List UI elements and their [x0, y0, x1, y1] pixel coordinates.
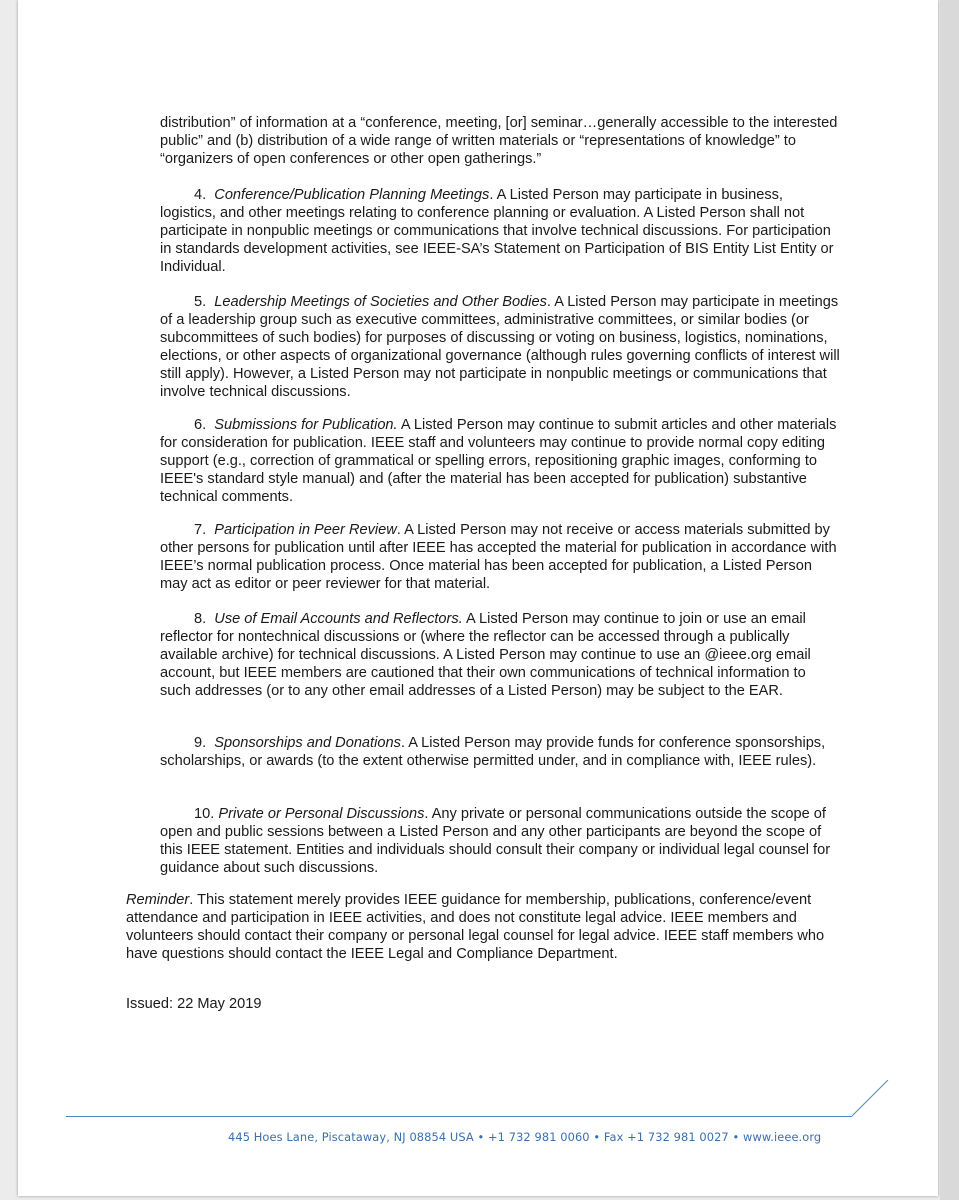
- paragraph-5: [160, 293, 840, 401]
- paragraph-distribution: [160, 114, 840, 168]
- paragraph-10: [160, 805, 840, 877]
- paragraph-text: . A Listed Person may participate in meetings of a leadership group such as executive committees, administrative committees, or similar bodies (or subcommittees of such bodies) for purposes of discussing or voting on business, logistics, nominations, elections, or other aspects of organizational governance (although rules governing conflicts of interest will still apply). However, a Listed Person may not participate in nonpublic meetings or communications that involve technical discussions.: [160, 294, 840, 400]
- paragraph-7: [160, 521, 840, 593]
- paragraph-number: 5.: [194, 294, 207, 310]
- paragraph-text: . Any private or personal communications outside the scope of open and public sessions between a Listed Person and any other participants are beyond the scope of this IEEE statement. Entities and individuals should consult their company or individual legal counsel for guidance about such discussions.: [160, 806, 831, 876]
- paragraph-text: A Listed Person may continue to join or use an email reflector for nontechnical discussions or (where the reflector can be accessed through a publically available archive) for technical discussions. A Listed Person may continue to use an @ieee.org email account, but IEEE members are cautioned that their own communications of technical information to such addresses (or to any other email addresses of a Listed Person) may be subject to the EAR.: [160, 611, 811, 699]
- document-page: [18, 0, 938, 1196]
- paragraph-title: Submissions for Publication.: [214, 417, 398, 433]
- paragraph-6: [160, 416, 840, 506]
- footer-accent-diagonal: [852, 1080, 892, 1120]
- paragraph-text: A Listed Person may continue to submit articles and other materials for consideration for publication. IEEE staff and volunteers may continue to provide normal copy editing support (e.g., correction of grammatical or spelling errors, repositioning graphic images, conforming to IEEE's standard style manual) and (after the material has been accepted for publication) substantive technical comments.: [160, 417, 837, 505]
- paragraph-8: [160, 610, 840, 700]
- reminder-title: Reminder: [126, 892, 190, 908]
- paragraph-9: [160, 734, 840, 770]
- paragraph-text: . A Listed Person may participate in business, logistics, and other meetings relating to conference planning or evaluation. A Listed Person shall not participate in nonpublic meetings or communications that involve technical discussions. For participation in standards development activities, see IEEE-SA’s Statement on Participation of BIS Entity List Entity or Individual.: [160, 187, 834, 275]
- paragraph-title: Leadership Meetings of Societies and Other Bodies: [214, 294, 547, 310]
- paragraph-title: Sponsorships and Donations: [214, 735, 401, 751]
- reminder-paragraph: [126, 891, 846, 963]
- viewer-scroll-gutter: [940, 0, 959, 1200]
- reminder-text: . This statement merely provides IEEE guidance for membership, publications, conference/event attendance and participation in IEEE activities, and does not constitute legal advice. IEEE members and volunteers should contact their company or personal legal counsel for legal advice. IEEE staff members who have questions should contact the IEEE Legal and Compliance Department.: [126, 892, 825, 962]
- footer-address: 445 Hoes Lane, Piscataway, NJ 08854 USA • +1 732 981 0060 • Fax +1 732 981 0027 • www.ieee.org: [228, 1130, 822, 1144]
- paragraph-number: 6.: [194, 417, 207, 433]
- paragraph-number: 7.: [194, 522, 207, 538]
- paragraph-number: 9.: [194, 735, 207, 751]
- paragraph-text: distribution” of information at a “conference, meeting, [or] seminar…generally accessible to the interested public” and (b) distribution of a wide range of written materials or “representations of knowledge” to “organizers of open conferences or other open gatherings.”: [160, 115, 838, 167]
- paragraph-text: . A Listed Person may not receive or access materials submitted by other persons for publication until after IEEE has accepted the material for publication in accordance with IEEE’s normal publication process. Once material has been accepted for publication, a Listed Person may act as editor or peer reviewer for that material.: [160, 522, 837, 592]
- paragraph-title: Participation in Peer Review: [214, 522, 397, 538]
- paragraph-4: [160, 186, 840, 276]
- paragraph-number: 8.: [194, 611, 207, 627]
- paragraph-text: . A Listed Person may provide funds for conference sponsorships, scholarships, or awards (to the extent otherwise permitted under, and in compliance with, IEEE rules).: [160, 735, 826, 769]
- paragraph-title: Private or Personal Discussions: [218, 806, 425, 822]
- paragraph-title: Conference/Publication Planning Meetings: [214, 187, 490, 203]
- paragraph-number: 4.: [194, 187, 207, 203]
- paragraph-number: 10.: [194, 806, 215, 822]
- issued-date: Issued: 22 May 2019: [126, 996, 262, 1012]
- footer-rule: [66, 1116, 852, 1117]
- paragraph-title: Use of Email Accounts and Reflectors.: [214, 611, 463, 627]
